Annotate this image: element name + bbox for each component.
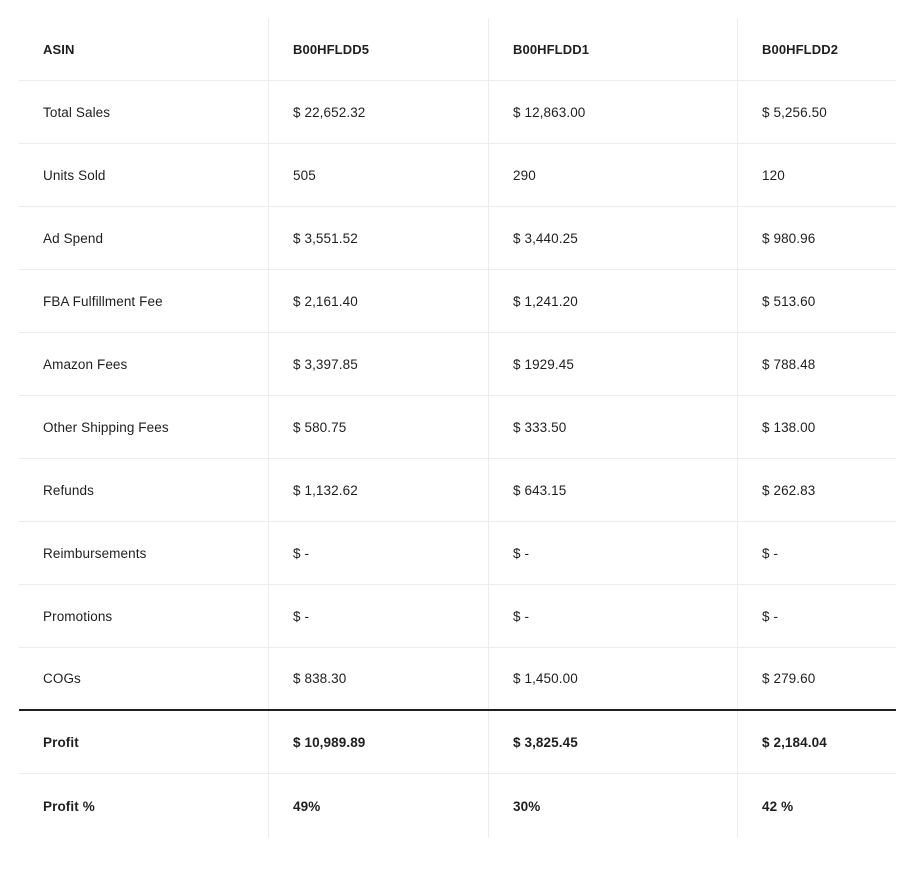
header-cell-asin-3: B00HFLDD2 (737, 18, 896, 80)
table-row-fba-fulfillment-fee (19, 270, 896, 333)
row-label: Total Sales (43, 104, 111, 120)
table-row-total-sales (19, 81, 896, 144)
row-label: Other Shipping Fees (43, 419, 169, 435)
table-cell: $ 513.60 (737, 270, 896, 332)
table-cell: $ - (268, 585, 488, 647)
table-cell: $ 3,397.85 (268, 333, 488, 395)
table-row-ad-spend (19, 207, 896, 270)
table-cell: $ 1,241.20 (488, 270, 737, 332)
table-cell: 42 % (737, 774, 896, 838)
header-cell-asin-2: B00HFLDD1 (488, 18, 737, 80)
table-cell: $ 1,450.00 (488, 648, 737, 709)
table-row-reimbursements (19, 522, 896, 585)
table-row-refunds (19, 459, 896, 522)
table-cell: $ 138.00 (737, 396, 896, 458)
table-row-profit (19, 711, 896, 774)
table-cell: $ - (488, 585, 737, 647)
table-row-promotions (19, 585, 896, 648)
table-cell: 30% (488, 774, 737, 838)
profit-table (19, 18, 896, 838)
table-cell: 49% (268, 774, 488, 838)
table-row-cogs (19, 648, 896, 711)
header-cell-asin: ASIN (43, 41, 75, 57)
table-cell: 505 (268, 144, 488, 206)
table-cell: $ - (737, 585, 896, 647)
table-cell: 120 (737, 144, 896, 206)
table-cell: $ 838.30 (268, 648, 488, 709)
row-label: Reimbursements (43, 545, 147, 561)
table-cell: $ 980.96 (737, 207, 896, 269)
table-cell: $ 1,132.62 (268, 459, 488, 521)
table-cell: $ 10,989.89 (268, 711, 488, 773)
row-label: COGs (43, 671, 81, 686)
table-cell: 290 (488, 144, 737, 206)
table-cell: $ 5,256.50 (737, 81, 896, 143)
table-cell: $ - (268, 522, 488, 584)
table-cell: $ 788.48 (737, 333, 896, 395)
table-cell: $ 1929.45 (488, 333, 737, 395)
header-cell-asin-1: B00HFLDD5 (268, 18, 488, 80)
row-label: Ad Spend (43, 230, 104, 246)
table-cell: $ - (488, 522, 737, 584)
table-cell: $ 2,184.04 (737, 711, 896, 773)
row-label: Refunds (43, 482, 94, 498)
table-row-other-shipping-fees (19, 396, 896, 459)
table-row-profit-percent (19, 774, 896, 838)
row-label: Amazon Fees (43, 356, 128, 372)
table-cell: $ - (737, 522, 896, 584)
table-row-amazon-fees (19, 333, 896, 396)
row-label: FBA Fulfillment Fee (43, 293, 163, 309)
row-label: Promotions (43, 608, 113, 624)
table-cell: $ 3,825.45 (488, 711, 737, 773)
row-label: Units Sold (43, 167, 106, 183)
table-cell: $ 3,551.52 (268, 207, 488, 269)
table-cell: $ 580.75 (268, 396, 488, 458)
table-cell: $ 333.50 (488, 396, 737, 458)
table-cell: $ 279.60 (737, 648, 896, 709)
row-label: Profit (43, 734, 79, 750)
table-cell: $ 12,863.00 (488, 81, 737, 143)
table-cell: $ 3,440.25 (488, 207, 737, 269)
table-cell: $ 643.15 (488, 459, 737, 521)
row-label: Profit % (43, 798, 95, 814)
table-cell: $ 262.83 (737, 459, 896, 521)
table-row-units-sold (19, 144, 896, 207)
table-header-row (19, 18, 896, 81)
table-cell: $ 2,161.40 (268, 270, 488, 332)
table-cell: $ 22,652.32 (268, 81, 488, 143)
